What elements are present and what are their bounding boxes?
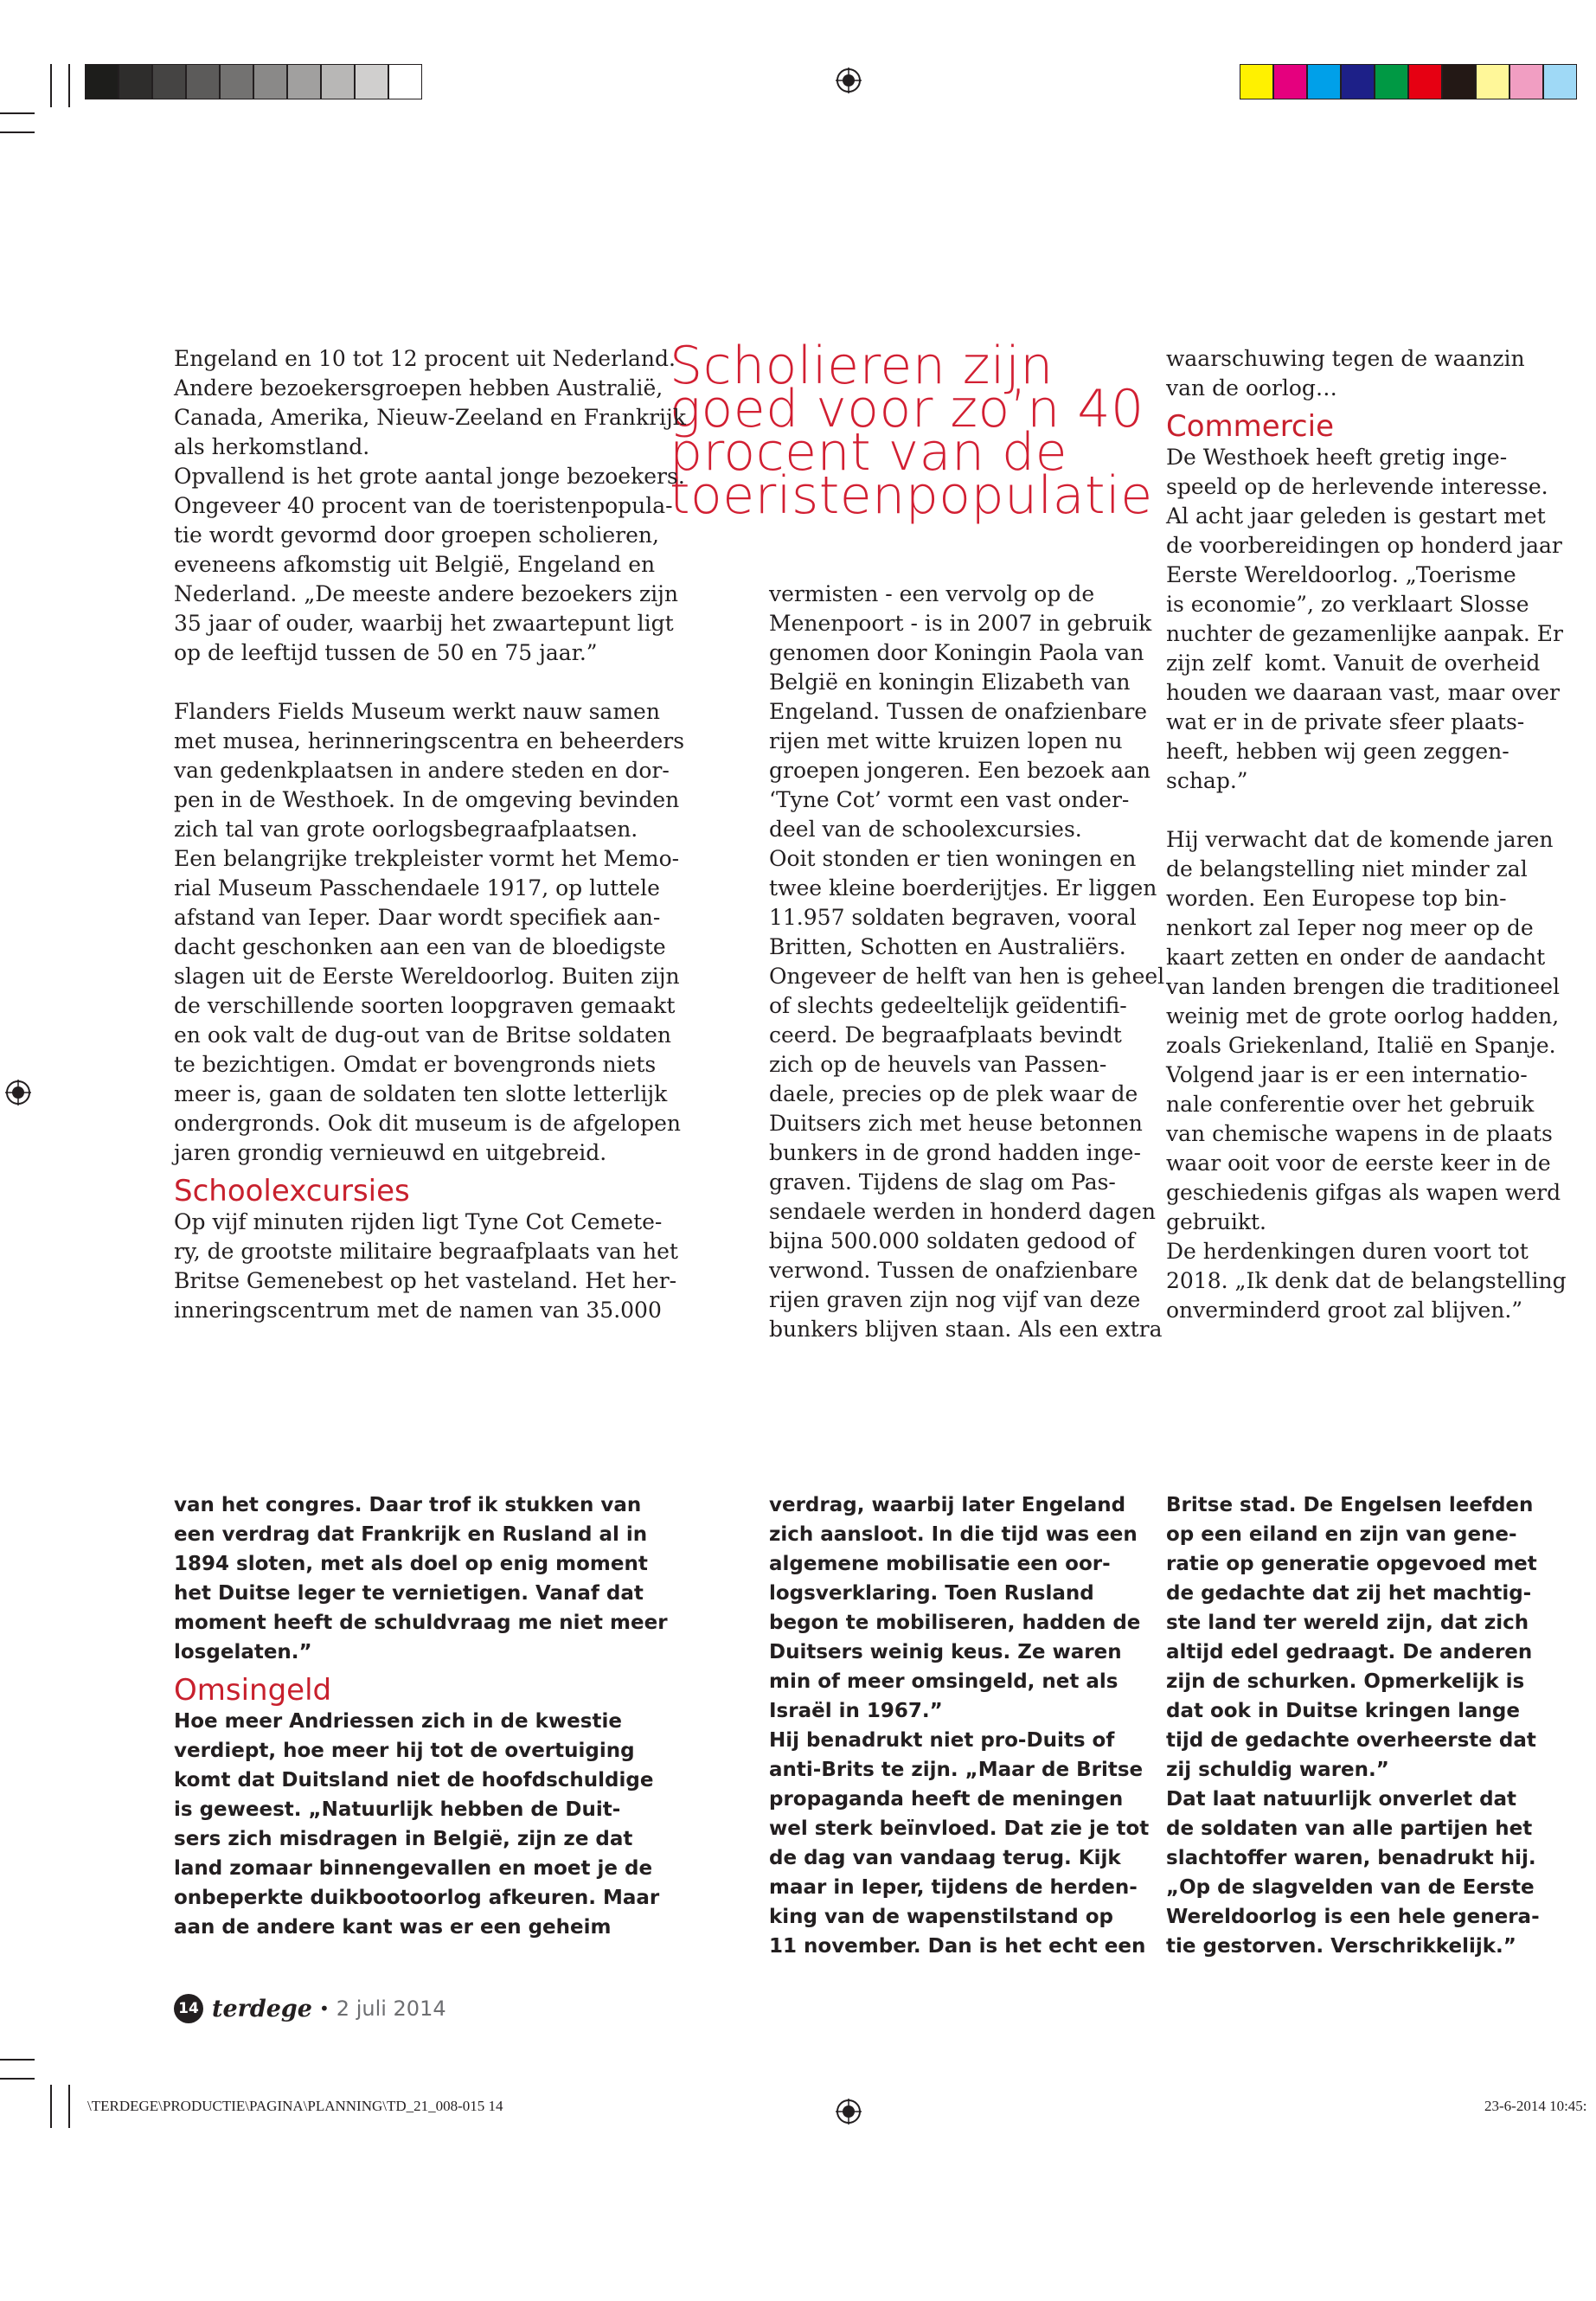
color-swatch: [1509, 64, 1543, 99]
text-line: bijna 500.000 soldaten gedood of: [769, 1228, 1135, 1253]
text-line: 11 november. Dan is het echt een: [769, 1935, 1146, 1958]
text-line: of slechts gedeeltelijk geïdentifi-: [769, 993, 1127, 1018]
text-line: verwond. Tussen de onafzienbare: [769, 1258, 1138, 1283]
text-line: weinig met de grote oorlog hadden,: [1166, 1003, 1560, 1029]
text-line: de voorbereidingen op honderd jaar: [1166, 533, 1562, 558]
text-line: ceerd. De begraafplaats bevindt: [769, 1022, 1122, 1048]
text-line: min of meer omsingeld, net als: [769, 1670, 1118, 1693]
article-column-2-bottom: [769, 1490, 1150, 1961]
paragraph: [174, 1208, 678, 1325]
text-line: de belangstelling niet minder zal: [1166, 856, 1528, 881]
text-line: de verschillende soorten loopgraven gemaakt: [174, 993, 676, 1018]
text-line: ratie op generatie opgevoed met: [1166, 1553, 1537, 1575]
text-line: van het congres. Daar trof ik stukken van: [174, 1494, 642, 1516]
text-line: zij schuldig waren.”: [1166, 1759, 1389, 1781]
article-column-1: [174, 344, 686, 1325]
pull-quote-line: procent van de: [670, 422, 1068, 483]
pull-quote-line: toeristenpopulatie: [670, 465, 1153, 526]
color-swatch: [1273, 64, 1307, 99]
paragraph: [174, 1707, 658, 1942]
pull-quote-line: goed voor zo’n 40: [670, 379, 1144, 439]
color-swatch: [1408, 64, 1442, 99]
text-line: groepen jongeren. Een bezoek aan: [769, 758, 1151, 783]
text-line: van landen brengen die traditioneel: [1166, 974, 1561, 999]
crop-mark: [68, 64, 70, 107]
color-swatch: [1240, 64, 1273, 99]
text-line: pen in de Westhoek. In de omgeving bevinden: [174, 787, 680, 812]
text-line: dat ook in Duitse kringen lange: [1166, 1700, 1520, 1722]
paragraph: [1166, 344, 1564, 403]
article-column-1-bottom: [174, 1490, 668, 1942]
pull-quote: [670, 336, 1153, 526]
crop-mark: [0, 131, 35, 133]
text-line: Al acht jaar geleden is gestart met: [1166, 503, 1546, 529]
color-swatch: [321, 64, 355, 99]
slug-timestamp: 23-6-2014 10:45:: [1484, 2098, 1587, 2114]
section-heading: Schoolexcursies: [174, 1174, 410, 1208]
paragraph: [1166, 443, 1564, 796]
text-line: Volgend jaar is er een internatio-: [1166, 1062, 1528, 1087]
color-swatch: [1307, 64, 1341, 99]
text-line: anti-Brits te zijn. „Maar de Britse: [769, 1759, 1144, 1781]
magazine-logo: terdege: [212, 1995, 312, 2022]
text-line: onverminderd groot zal blijven.”: [1166, 1298, 1523, 1323]
text-line: gebruikt.: [1166, 1209, 1266, 1234]
text-line: Wereldoorlog is een hele genera-: [1166, 1906, 1540, 1928]
text-line: komt dat Duitsland niet de hoofdschuldige: [174, 1769, 654, 1791]
text-line: land zomaar binnengevallen en moet je de: [174, 1857, 653, 1880]
text-line: zich tal van grote oorlogsbegraafplaatsen.: [174, 817, 638, 842]
article-column-3-bottom: [1166, 1490, 1564, 1961]
color-swatch: [186, 64, 220, 99]
text-line: zich op de heuvels van Passen-: [769, 1052, 1107, 1077]
color-swatch: [1442, 64, 1476, 99]
paragraph: [1166, 1490, 1564, 1961]
text-line: Ooit stonden er tien woningen en: [769, 846, 1137, 871]
text-line: Andere bezoekersgroepen hebben Australië,: [174, 375, 663, 401]
section-heading: Commercie: [1166, 409, 1334, 444]
text-line: 35 jaar of ouder, waarbij het zwaartepunt ligt: [174, 611, 674, 636]
pull-quote-line: Scholieren zijn: [670, 336, 1054, 396]
text-line: speeld op de herlevende interesse.: [1166, 474, 1548, 499]
text-line: Een belangrijke trekpleister vormt het Memo-: [174, 846, 680, 871]
text-line: schap.”: [1166, 768, 1248, 793]
color-swatch: [220, 64, 253, 99]
text-line: 1894 sloten, met als doel op enig moment: [174, 1553, 648, 1575]
text-line: de dag van vandaag terug. Kijk: [769, 1847, 1121, 1869]
text-line: graven. Tijdens de slag om Pas-: [769, 1170, 1116, 1195]
text-line: rijen met witte kruizen lopen nu: [769, 728, 1123, 753]
text-line: waar ooit voor de eerste keer in de: [1166, 1150, 1551, 1176]
text-line: Dat laat natuurlijk onverlet dat: [1166, 1788, 1517, 1811]
article-column-3: [1166, 344, 1567, 1325]
page-footer: [174, 1991, 446, 2026]
text-line: een verdrag dat Frankrijk en Rusland al in: [174, 1523, 648, 1546]
text-line: Canada, Amerika, Nieuw-Zeeland en Frankrijk: [174, 405, 686, 430]
text-line: meer is, gaan de soldaten ten slotte letterlijk: [174, 1081, 668, 1106]
paragraph: [174, 697, 685, 1168]
text-line: slachtoffer waren, benadrukt hij.: [1166, 1847, 1536, 1869]
text-line: Engeland en 10 tot 12 procent uit Nederland.: [174, 346, 676, 371]
text-line: zijn de schurken. Opmerkelijk is: [1166, 1670, 1525, 1693]
text-line: ondergronds. Ook dit museum is de afgelopen: [174, 1111, 681, 1136]
crop-mark: [68, 2085, 70, 2128]
crop-mark: [0, 2078, 35, 2080]
color-swatch: [1375, 64, 1408, 99]
text-line: king van de wapenstilstand op: [769, 1906, 1113, 1928]
text-line: Hij benadrukt niet pro-Duits of: [769, 1729, 1115, 1752]
color-swatch: [388, 64, 422, 99]
text-line: zijn zelf komt. Vanuit de overheid: [1166, 651, 1541, 676]
text-line: sendaele werden in honderd dagen: [769, 1199, 1156, 1224]
text-line: zich aansloot. In die tijd was een: [769, 1523, 1138, 1546]
text-line: twee kleine boerderijtjes. Er liggen: [769, 875, 1157, 901]
text-line: onbeperkte duikbootoorlog afkeuren. Maar: [174, 1887, 660, 1909]
paragraph: [174, 344, 686, 668]
text-line: Menenpoort - is in 2007 in gebruik: [769, 611, 1152, 636]
paragraph: [174, 1490, 668, 1667]
registration-mark-icon: [836, 2099, 862, 2125]
crop-mark: [0, 112, 35, 114]
text-line: nuchter de gezamenlijke aanpak. Er: [1166, 621, 1563, 646]
text-line: Ongeveer 40 procent van de toeristenpopula-: [174, 493, 673, 518]
text-line: Engeland. Tussen de onafzienbare: [769, 699, 1148, 724]
text-line: propaganda heeft de meningen: [769, 1788, 1124, 1811]
text-line: ry, de grootste militaire begraafplaats van het: [174, 1239, 678, 1264]
text-line: altijd edel gedraagt. De anderen: [1166, 1641, 1533, 1663]
text-line: sers zich misdragen in België, zijn ze dat: [174, 1828, 633, 1850]
text-line: begon te mobiliseren, hadden de: [769, 1612, 1141, 1634]
text-line: België en koningin Elizabeth van: [769, 670, 1131, 695]
text-line: nale conferentie over het gebruik: [1166, 1092, 1535, 1117]
text-line: met musea, herinneringscentra en beheerders: [174, 728, 685, 753]
registration-mark-icon: [5, 1080, 31, 1106]
text-line: nenkort zal Ieper nog meer op de: [1166, 915, 1534, 940]
text-line: „Op de slagvelden van de Eerste: [1166, 1876, 1535, 1899]
text-line: De Westhoek heeft gretig inge-: [1166, 445, 1508, 470]
text-line: verdrag, waarbij later Engeland: [769, 1494, 1126, 1516]
text-line: heeft, hebben wij geen zeggen-: [1166, 739, 1509, 764]
text-line: worden. Een Europese top bin-: [1166, 886, 1507, 911]
text-line: te bezichtigen. Omdat er bovengronds niets: [174, 1052, 657, 1077]
text-line: tie wordt gevormd door groepen scholieren,: [174, 522, 659, 548]
text-line: eveneens afkomstig uit België, Engeland en: [174, 552, 656, 577]
text-line: de gedachte dat zij het machtig-: [1166, 1582, 1532, 1605]
text-line: van gedenkplaatsen in andere steden en dor-: [174, 758, 670, 783]
text-line: Duitsers zich met heuse betonnen: [769, 1111, 1143, 1136]
text-line: houden we daaraan vast, maar over: [1166, 680, 1560, 705]
text-line: Britse stad. De Engelsen leefden: [1166, 1494, 1534, 1516]
text-line: is economie”, zo verklaart Slosse: [1166, 592, 1529, 617]
text-line: jaren grondig vernieuwd en uitgebreid.: [174, 1140, 607, 1165]
paragraph: [1166, 825, 1567, 1325]
text-line: bunkers in de grond hadden inge-: [769, 1140, 1141, 1165]
text-line: 11.957 soldaten begraven, vooral: [769, 905, 1137, 930]
color-swatch: [1341, 64, 1375, 99]
crop-mark: [0, 2059, 35, 2061]
text-line: afstand van Ieper. Daar wordt specifiek aan-: [174, 905, 661, 930]
text-line: Ongeveer de helft van hen is geheel: [769, 964, 1165, 989]
paragraph: [769, 1490, 1150, 1961]
text-line: is geweest. „Natuurlijk hebben de Duit-: [174, 1798, 621, 1821]
text-line: tijd de gedachte overheerste dat: [1166, 1729, 1536, 1752]
crop-mark: [50, 64, 52, 107]
text-line: De herdenkingen duren voort tot: [1166, 1239, 1529, 1264]
text-line: wat er in de private sfeer plaats-: [1166, 709, 1525, 734]
color-swatch: [152, 64, 186, 99]
text-line: wel sterk beïnvloed. Dat zie je tot: [769, 1817, 1150, 1840]
text-line: verdiept, hoe meer hij tot de overtuiging: [174, 1740, 635, 1762]
color-swatch: [1543, 64, 1577, 99]
registration-mark-icon: [836, 67, 862, 93]
text-line: aan de andere kant was er een geheim: [174, 1916, 612, 1939]
text-line: Flanders Fields Museum werkt nauw samen: [174, 699, 660, 724]
text-line: tie gestorven. Verschrikkelijk.”: [1166, 1935, 1516, 1958]
text-line: zoals Griekenland, Italië en Spanje.: [1166, 1033, 1556, 1058]
slug-file-path: \TERDEGE\PRODUCTIE\PAGINA\PLANNING\TD_21_008-015 14: [87, 2098, 503, 2114]
text-line: van de oorlog…: [1166, 375, 1337, 401]
article-column-2: [769, 580, 1165, 1344]
color-swatch: [1476, 64, 1509, 99]
text-line: Hoe meer Andriessen zich in de kwestie: [174, 1710, 622, 1733]
crop-mark: [50, 2085, 52, 2128]
text-line: Eerste Wereldoorlog. „Toerisme: [1166, 562, 1516, 587]
paragraph: [769, 580, 1165, 1344]
color-swatch: [355, 64, 388, 99]
text-line: op de leeftijd tussen de 50 en 75 jaar.”: [174, 640, 598, 665]
text-line: 2018. „Ik denk dat de belangstelling: [1166, 1268, 1567, 1293]
text-line: rijen graven zijn nog vijf van deze: [769, 1287, 1141, 1312]
text-line: inneringscentrum met de namen van 35.000: [174, 1298, 662, 1323]
text-line: daele, precies op de plek waar de: [769, 1081, 1138, 1106]
text-line: genomen door Koningin Paola van: [769, 640, 1144, 665]
text-line: logsverklaring. Toen Rusland: [769, 1582, 1094, 1605]
text-line: Hij verwacht dat de komende jaren: [1166, 827, 1554, 852]
text-line: het Duitse leger te vernietigen. Vanaf dat: [174, 1582, 644, 1605]
text-line: Israël in 1967.”: [769, 1700, 943, 1722]
text-line: de soldaten van alle partijen het: [1166, 1817, 1533, 1840]
text-line: maar in Ieper, tijdens de herden-: [769, 1876, 1138, 1899]
footer-separator: •: [319, 1998, 330, 2019]
text-line: als herkomstland.: [174, 434, 370, 459]
text-line: kaart zetten en onder de aandacht: [1166, 945, 1546, 970]
text-line: dacht geschonken aan een van de bloedigste: [174, 934, 666, 959]
color-swatch: [287, 64, 321, 99]
text-line: slagen uit de Eerste Wereldoorlog. Buiten zijn: [174, 964, 680, 989]
text-line: Nederland. „De meeste andere bezoekers zijn: [174, 581, 678, 606]
color-swatch: [85, 64, 119, 99]
text-line: losgelaten.”: [174, 1641, 312, 1663]
page-number-badge: [174, 1994, 203, 2023]
text-line: ste land ter wereld zijn, dat zich: [1166, 1612, 1529, 1634]
text-line: rial Museum Passchendaele 1917, op luttele: [174, 875, 660, 901]
text-line: Op vijf minuten rijden ligt Tyne Cot Cemete-: [174, 1209, 663, 1234]
color-swatch: [119, 64, 152, 99]
text-line: ‘Tyne Cot’ vormt een vast onder-: [769, 787, 1130, 812]
text-line: van chemische wapens in de plaats: [1166, 1121, 1553, 1146]
text-line: vermisten - een vervolg op de: [769, 581, 1095, 606]
text-line: op een eiland en zijn van gene-: [1166, 1523, 1517, 1546]
text-line: Britten, Schotten en Australiërs.: [769, 934, 1126, 959]
text-line: bunkers blijven staan. Als een extra: [769, 1317, 1163, 1342]
page-number: 14: [178, 2000, 199, 2017]
text-line: Duitsers weinig keus. Ze waren: [769, 1641, 1122, 1663]
text-line: moment heeft de schuldvraag me niet meer: [174, 1612, 668, 1634]
color-swatch: [253, 64, 287, 99]
text-line: geschiedenis gifgas als wapen werd: [1166, 1180, 1561, 1205]
text-line: algemene mobilisatie een oor-: [769, 1553, 1111, 1575]
section-heading: Omsingeld: [174, 1673, 332, 1708]
text-line: Britse Gemenebest op het vasteland. Het her-: [174, 1268, 677, 1293]
text-line: deel van de schoolexcursies.: [769, 817, 1082, 842]
text-line: Opvallend is het grote aantal jonge bezoekers.: [174, 464, 685, 489]
text-line: waarschuwing tegen de waanzin: [1166, 346, 1525, 371]
text-line: en ook valt de dug-out van de Britse soldaten: [174, 1022, 671, 1048]
issue-date: 2 juli 2014: [336, 1997, 446, 2021]
